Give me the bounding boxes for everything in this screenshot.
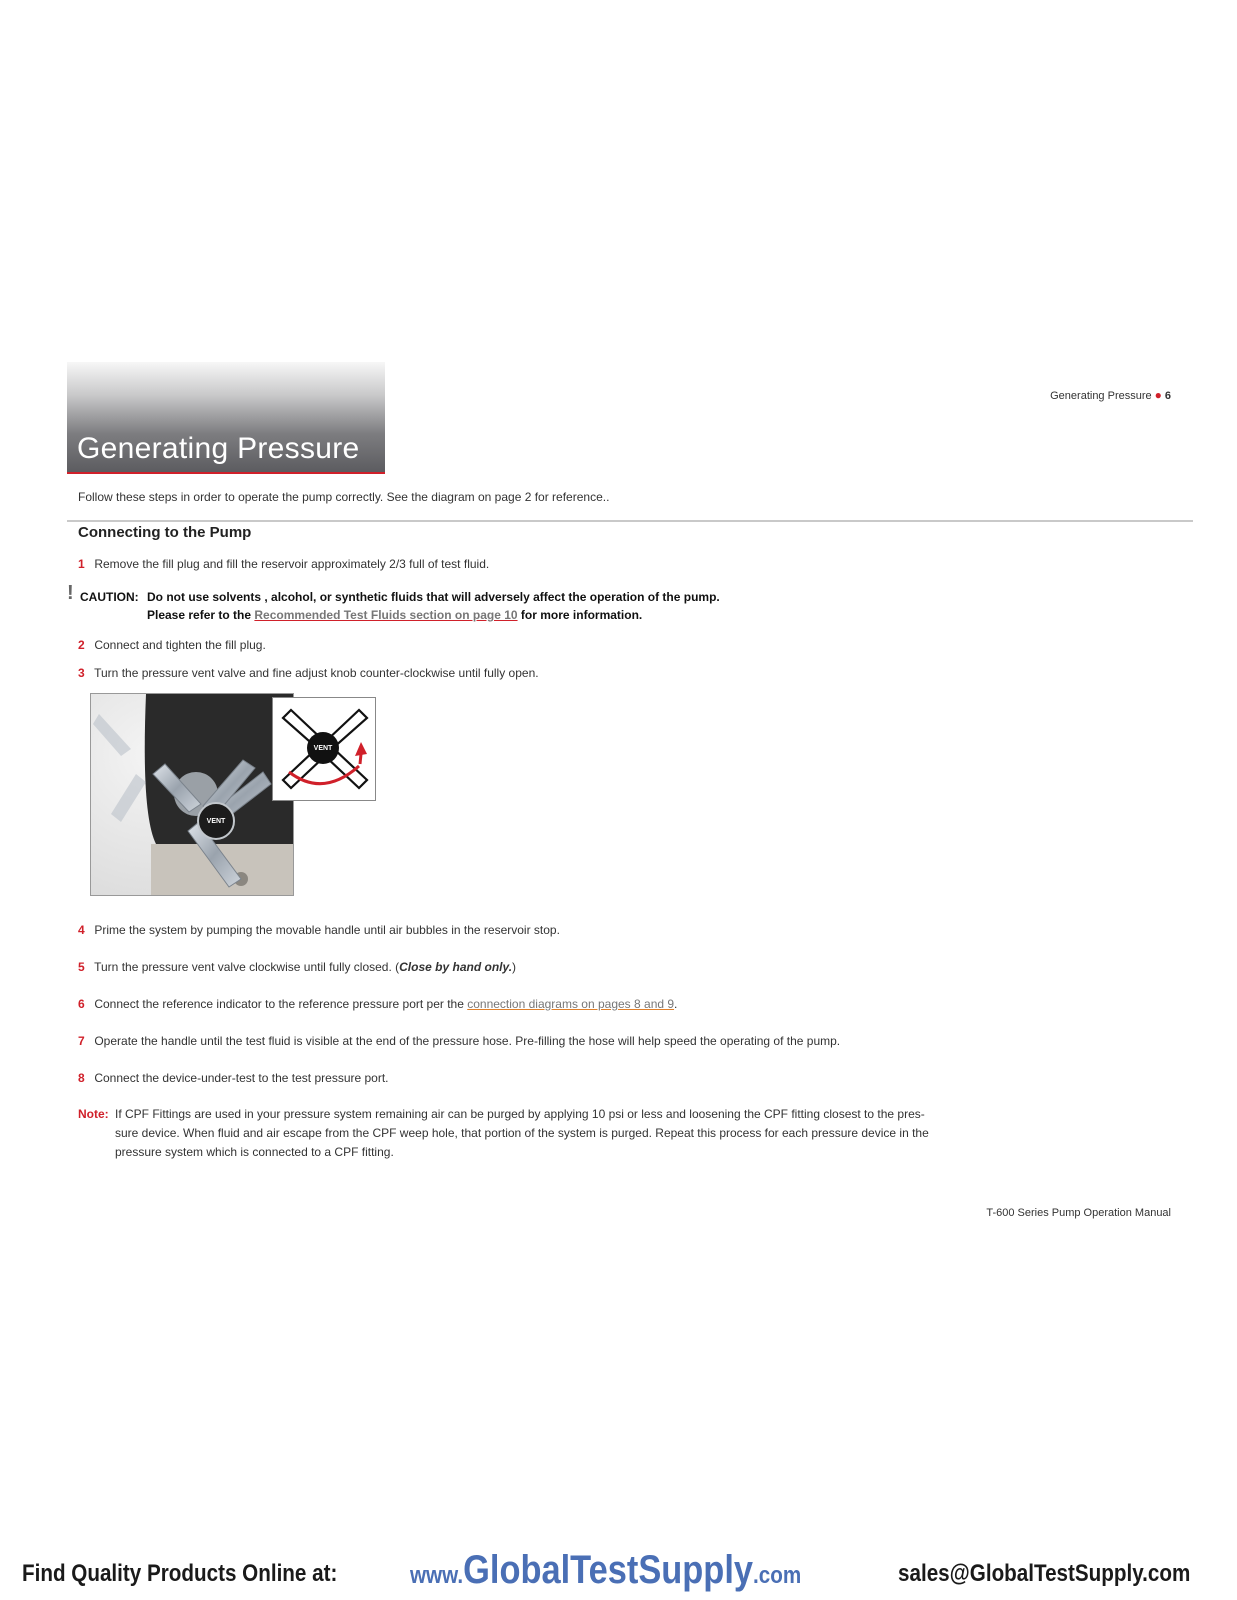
url-suffix: .com: [753, 1562, 802, 1589]
recommended-fluids-link[interactable]: Recommended Test Fluids section on page 10: [254, 608, 518, 622]
step-text: Turn the pressure vent valve clockwise until fully closed. (: [94, 960, 400, 974]
step-7: [78, 1034, 840, 1048]
step-number: 1: [78, 557, 85, 571]
step-emphasis: Close by hand only.: [399, 960, 513, 974]
vent-label: VENT: [313, 745, 333, 752]
step-number: 6: [78, 997, 85, 1011]
bullet-icon: ●: [1154, 388, 1162, 402]
note-line-2: sure device. When fluid and air escape from the CPF weep hole, that portion of the system is purged. Repeat this process for each pressure device in the: [115, 1126, 929, 1140]
vent-valve-photo: [90, 693, 294, 896]
caution-text: Please refer to the: [147, 608, 255, 622]
note-line-3: pressure system which is connected to a CPF fitting.: [115, 1145, 394, 1159]
step-4: [78, 923, 560, 937]
step-number: 2: [78, 638, 85, 652]
step-text: Connect the device-under-test to the test pressure port.: [94, 1071, 389, 1085]
caution-label: CAUTION:: [80, 590, 139, 604]
step-text: ): [512, 960, 517, 974]
vent-valve-photo-graphic: [91, 694, 294, 896]
caution-text: for more information.: [517, 608, 643, 622]
section-title: Connecting to the Pump: [78, 524, 252, 541]
note-line-1: If CPF Fittings are used in your pressure system remaining air can be purged by applying 10 psi or less and loosening the CPF fitting closest to the pres-: [115, 1107, 925, 1121]
step-5: [78, 960, 516, 974]
vent-valve-diagram: [273, 698, 375, 800]
manual-name: T-600 Series Pump Operation Manual: [986, 1207, 1171, 1219]
footer-find-text: Find Quality Products Online at:: [22, 1560, 338, 1587]
url-main: GlobalTestSupply: [463, 1548, 754, 1592]
step-3: [78, 666, 539, 680]
step-number: 5: [78, 960, 85, 974]
step-2: [78, 638, 266, 652]
step-text: Remove the fill plug and fill the reservoir approximately 2/3 full of test fluid.: [94, 557, 490, 571]
caution-line-2: [147, 608, 642, 622]
step-8: [78, 1071, 389, 1085]
step-text: .: [674, 997, 678, 1011]
note-label: Note:: [78, 1107, 109, 1121]
step-number: 7: [78, 1034, 85, 1048]
exclamation-icon: !: [67, 582, 74, 604]
intro-text: Follow these steps in order to operate the pump correctly. See the diagram on page 2 for reference..: [78, 490, 610, 504]
section-banner: [67, 362, 385, 474]
step-1: [78, 557, 489, 571]
running-head-title: Generating Pressure: [1050, 390, 1152, 402]
footer-website-link[interactable]: [410, 1548, 801, 1593]
step-text: Connect the reference indicator to the reference pressure port per the: [94, 997, 468, 1011]
url-prefix: www.: [410, 1562, 464, 1589]
footer-email-link[interactable]: sales@GlobalTestSupply.com: [898, 1560, 1191, 1587]
step-number: 8: [78, 1071, 85, 1085]
step-text: Connect and tighten the fill plug.: [94, 638, 266, 652]
vent-valve-icon: [272, 697, 376, 801]
caution-line-1: Do not use solvents , alcohol, or synthetic fluids that will adversely affect the operation of the pump.: [147, 590, 720, 604]
running-head: [1050, 388, 1171, 402]
step-text: Operate the handle until the test fluid is visible at the end of the pressure hose. Pre-filling the hose will help speed the operating of the pump.: [94, 1034, 841, 1048]
step-number: 3: [78, 666, 85, 680]
vent-label: VENT: [206, 818, 226, 825]
page-number: 6: [1164, 390, 1171, 402]
step-6: [78, 997, 677, 1011]
connection-diagrams-link[interactable]: connection diagrams on pages 8 and 9: [467, 997, 675, 1011]
step-text: Prime the system by pumping the movable handle until air bubbles in the reservoir stop.: [94, 923, 560, 937]
step-text: Turn the pressure vent valve and fine adjust knob counter-clockwise until fully open.: [94, 666, 539, 680]
step-number: 4: [78, 923, 85, 937]
page-title: Generating Pressure: [77, 432, 360, 465]
divider: [67, 520, 1193, 522]
